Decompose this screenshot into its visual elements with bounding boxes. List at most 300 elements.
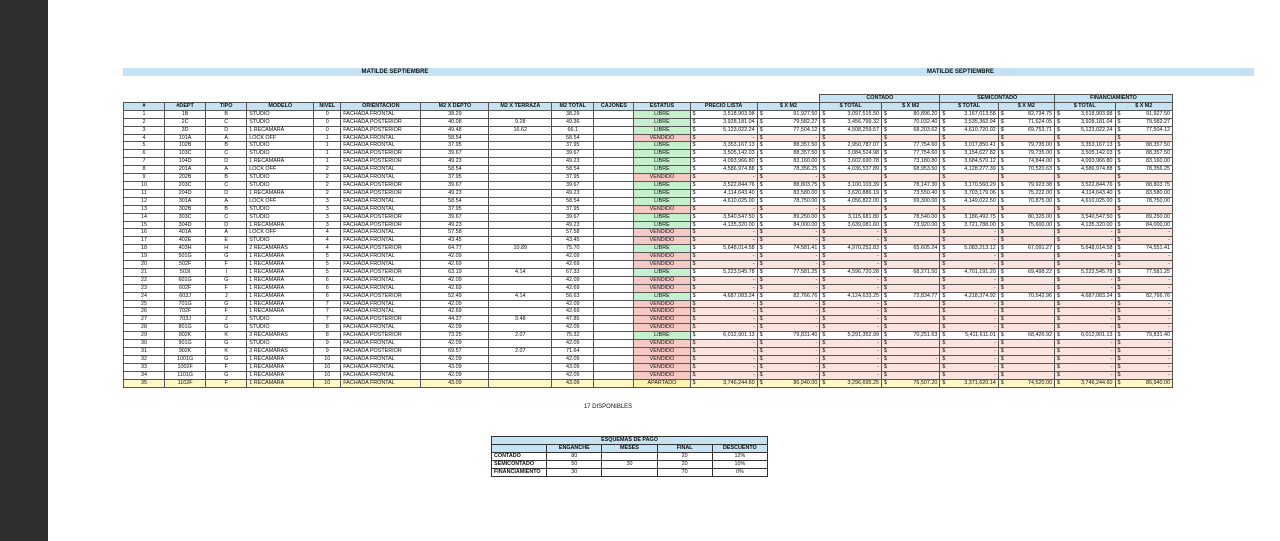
table-cell: 204D [165,189,206,197]
column-header: $ TOTAL [940,102,998,110]
money-value: 3,154,627.82 [964,150,996,157]
money-value: 3,518,903.98 [1081,110,1113,117]
table-cell: 1 RECAMARA [247,221,314,229]
currency-symbol: $ [1056,118,1060,125]
money-cell [881,126,939,134]
currency-symbol: $ [942,174,946,181]
currency-symbol: $ [1056,316,1060,323]
table-cell [489,150,552,158]
money-cell [1115,371,1172,379]
table-cell: 3D [165,126,206,134]
money-cell [1054,229,1115,237]
money-value: - [752,261,755,268]
currency-symbol: $ [942,379,946,386]
money-value: - [993,237,996,244]
group-semicontado: SEMICONTADO [940,95,1055,103]
money-cell [757,355,820,363]
table-cell: 43.45 [421,237,489,245]
money-value: - [993,340,996,347]
column-header: PRECIO LISTA [690,102,757,110]
money-value: 89,250.00 [793,213,818,220]
money-cell [1054,197,1115,205]
money-cell [690,237,757,245]
currency-symbol: $ [1056,237,1060,244]
table-cell: I [206,268,247,276]
money-cell [1054,300,1115,308]
table-cell: 49.23 [552,189,594,197]
money-cell [1115,284,1172,292]
currency-symbol: $ [1117,308,1121,315]
table-cell: 5 [124,142,165,150]
money-value: 4,596,720.28 [847,268,879,275]
table-cell: 16.62 [489,126,552,134]
currency-symbol: $ [822,332,826,339]
table-cell: 1101G [165,371,206,379]
table-row [124,118,1173,126]
currency-symbol: $ [883,237,887,244]
status-cell: VENDIDO [634,308,690,316]
money-cell [940,150,998,158]
money-value: - [1110,355,1113,362]
table-cell: E [206,237,247,245]
money-cell [690,308,757,316]
table-cell: 42.69 [552,284,594,292]
money-cell [820,308,882,316]
money-value: - [877,237,879,244]
table-cell: 42.09 [421,300,489,308]
money-value: 78,750.00 [1146,197,1170,204]
money-cell [998,213,1054,221]
currency-symbol: $ [822,229,826,236]
money-cell [1054,276,1115,284]
table-cell: FACHADA FRONTAL [341,142,421,150]
table-cell: 8 [314,324,341,332]
money-value: - [993,276,996,283]
money-cell [820,237,882,245]
table-cell: FACHADA POSTERIOR [341,245,421,253]
table-cell: 1 RECAMARA [247,363,314,371]
money-value: - [1168,340,1170,347]
currency-symbol: $ [883,197,887,204]
currency-symbol: $ [1056,379,1060,386]
money-value: - [1110,261,1113,268]
money-value: 6,012,901.13 [1081,332,1113,339]
money-cell [757,292,820,300]
money-cell [820,166,882,174]
money-value: 69,753.71 [1027,126,1052,133]
table-cell: 3 [314,205,341,213]
table-cell: 2.07 [489,332,552,340]
currency-symbol: $ [1056,134,1060,141]
money-value: 67,091.27 [1027,245,1052,252]
currency-symbol: $ [692,300,696,307]
currency-symbol: $ [1056,126,1060,133]
table-cell [489,300,552,308]
money-cell [881,292,939,300]
table-cell: FACHADA FRONTAL [341,166,421,174]
money-cell [757,126,820,134]
money-cell [757,142,820,150]
table-cell: FACHADA FRONTAL [341,237,421,245]
money-cell [881,166,939,174]
money-cell [998,340,1054,348]
currency-symbol: $ [1000,237,1004,244]
money-value: - [1168,237,1170,244]
table-cell: FACHADA FRONTAL [341,340,421,348]
table-cell [594,261,634,269]
table-cell: 1 RECAMARA [247,300,314,308]
money-value: - [752,276,755,283]
table-cell: FACHADA FRONTAL [341,134,421,142]
money-cell [998,371,1054,379]
table-cell: G [206,340,247,348]
money-value: - [815,355,818,362]
money-cell [757,261,820,269]
payment-value: 70 [657,469,712,477]
money-cell [690,379,757,387]
table-cell: 9 [314,348,341,356]
currency-symbol: $ [883,213,887,220]
currency-symbol: $ [883,268,887,275]
table-cell [489,371,552,379]
column-header: M2 TOTAL [552,102,594,110]
status-cell: VENDIDO [634,324,690,332]
currency-symbol: $ [883,205,887,212]
table-cell: 10 [314,379,341,387]
money-value: 79,831.40 [1146,332,1170,339]
currency-symbol: $ [759,237,763,244]
money-cell [940,292,998,300]
currency-symbol: $ [883,126,887,133]
table-cell: 18 [124,245,165,253]
money-value: 83,160.00 [793,158,818,165]
currency-symbol: $ [1117,142,1121,149]
money-cell [940,110,998,118]
table-cell: 37.95 [421,142,489,150]
currency-symbol: $ [1000,300,1004,307]
money-cell [940,324,998,332]
money-cell [757,221,820,229]
money-value: 4,687,083.24 [723,292,755,299]
currency-symbol: $ [822,261,826,268]
money-value: 77,754.60 [913,142,938,149]
money-value: 88,803.75 [793,181,818,188]
table-cell: 2 [314,181,341,189]
payment-scheme-label: SEMICONTADO [492,461,547,469]
money-value: - [815,253,818,260]
money-value: 79,923.38 [1027,181,1052,188]
table-cell: 26 [124,308,165,316]
table-cell: 402E [165,237,206,245]
money-cell [1054,371,1115,379]
currency-symbol: $ [883,308,887,315]
money-cell [881,284,939,292]
table-cell [594,371,634,379]
currency-symbol: $ [1000,142,1004,149]
table-cell: 24 [124,292,165,300]
money-value: - [815,308,818,315]
money-cell [881,316,939,324]
payment-header-row [492,445,768,453]
currency-symbol: $ [1056,355,1060,362]
table-cell [594,181,634,189]
table-row [124,332,1173,340]
status-cell: VENDIDO [634,276,690,284]
table-cell [594,118,634,126]
money-value: 88,357.50 [1146,142,1170,149]
payment-value: 10% [712,461,767,469]
table-cell: 1 [314,142,341,150]
money-value: 76,507.20 [913,379,938,386]
table-row [124,316,1173,324]
money-value: - [877,348,879,354]
money-value: - [877,324,879,331]
money-cell [757,268,820,276]
table-cell: D [206,158,247,166]
money-cell [998,253,1054,261]
currency-symbol: $ [1000,213,1004,220]
table-cell: 28 [124,324,165,332]
money-value: 3,017,850.41 [964,142,996,149]
money-cell [998,150,1054,158]
money-cell [881,276,939,284]
money-cell [881,245,939,253]
currency-symbol: $ [1000,166,1004,173]
currency-symbol: $ [942,316,946,323]
money-value: 77,504.12 [1146,126,1170,133]
currency-symbol: $ [822,150,826,157]
money-value: 70,520.63 [1027,166,1052,173]
column-header: $ X M2 [998,102,1054,110]
money-value: - [815,284,818,291]
money-cell [1054,324,1115,332]
money-value: - [993,300,996,307]
table-cell: FACHADA POSTERIOR [341,126,421,134]
table-cell [594,142,634,150]
table-cell: 35 [124,379,165,387]
table-cell: FACHADA POSTERIOR [341,268,421,276]
money-value: 3,505,142.03 [723,150,755,157]
table-cell: 0 [314,126,341,134]
money-value: 4,114,643.40 [723,189,755,196]
table-row [124,189,1173,197]
money-cell [757,158,820,166]
table-cell: 701G [165,300,206,308]
table-cell: 2 [314,166,341,174]
column-header: $ TOTAL [1054,102,1115,110]
table-cell: J [206,316,247,324]
table-cell [594,300,634,308]
money-value: - [815,324,818,331]
currency-symbol: $ [692,229,696,236]
table-cell: 16 [124,229,165,237]
money-cell [998,181,1054,189]
column-header: $ X M2 [1115,102,1172,110]
table-row [124,110,1173,118]
currency-symbol: $ [692,205,696,212]
table-row [124,181,1173,189]
money-value: - [1168,229,1170,236]
money-value: 88,357.50 [793,142,818,149]
money-cell [998,142,1054,150]
money-cell [757,237,820,245]
money-cell [757,332,820,340]
money-value: - [815,134,818,141]
table-cell: 58.54 [421,197,489,205]
currency-symbol: $ [1056,348,1060,354]
status-cell: LIBRE [634,181,690,189]
table-row [124,292,1173,300]
money-cell [1054,237,1115,245]
table-row [124,340,1173,348]
money-value: - [993,229,996,236]
currency-symbol: $ [883,134,887,141]
currency-symbol: $ [692,348,696,354]
left-sidebar [0,0,48,541]
money-cell [1054,316,1115,324]
money-cell [1054,158,1115,166]
currency-symbol: $ [692,134,696,141]
money-value: - [877,300,879,307]
payment-value [602,469,657,477]
table-cell: 43.09 [552,363,594,371]
status-cell: LIBRE [634,158,690,166]
money-cell [940,237,998,245]
currency-symbol: $ [759,197,763,204]
table-cell: C [206,118,247,126]
currency-symbol: $ [759,245,763,252]
money-cell [1115,355,1172,363]
table-cell: 1 [314,158,341,166]
table-cell: 503I [165,268,206,276]
table-cell: FACHADA FRONTAL [341,324,421,332]
money-value: 5,648,014.58 [1081,245,1113,252]
currency-symbol: $ [883,245,887,252]
table-cell [489,261,552,269]
money-cell [881,189,939,197]
money-cell [881,174,939,182]
currency-symbol: $ [759,379,763,386]
table-cell [489,158,552,166]
table-cell: 10 [314,363,341,371]
money-cell [820,181,882,189]
money-value: 3,540,547.50 [723,213,755,220]
currency-symbol: $ [692,245,696,252]
currency-symbol: $ [692,284,696,291]
currency-symbol: $ [759,355,763,362]
money-cell [1054,150,1115,158]
currency-symbol: $ [759,150,763,157]
table-cell [489,324,552,332]
status-cell: LIBRE [634,332,690,340]
currency-symbol: $ [759,181,763,188]
currency-symbol: $ [692,371,696,378]
money-value: - [993,371,996,378]
table-cell: 1 [314,134,341,142]
money-value: 73,180.80 [913,158,938,165]
table-row [124,126,1173,134]
money-value: - [1168,371,1170,378]
table-cell: FACHADA FRONTAL [341,363,421,371]
table-cell: 6 [314,276,341,284]
table-cell: 2C [165,118,206,126]
table-row [124,253,1173,261]
currency-symbol: $ [942,134,946,141]
table-cell: 1 RECAMARA [247,126,314,134]
table-cell [594,189,634,197]
table-cell [594,221,634,229]
table-cell: C [206,213,247,221]
money-value: - [877,261,879,268]
money-cell [690,363,757,371]
table-cell: STUDIO [247,316,314,324]
currency-symbol: $ [1056,181,1060,188]
money-cell [1115,308,1172,316]
currency-symbol: $ [822,166,826,173]
table-cell: 4 [314,245,341,253]
money-value: - [1168,300,1170,307]
money-value: 88,357.50 [793,150,818,157]
table-cell: G [206,276,247,284]
disponibles-count: 17 DISPONIBLES [583,404,633,410]
currency-symbol: $ [692,166,696,173]
money-value: 75,600.00 [1027,221,1052,228]
money-value: 80,325.00 [1027,213,1052,220]
table-cell: 3 [314,221,341,229]
table-cell: 42.09 [552,300,594,308]
table-cell: A [206,197,247,205]
money-value: - [815,174,818,181]
table-cell: 56.63 [552,292,594,300]
money-cell [940,158,998,166]
money-cell [881,110,939,118]
currency-symbol: $ [692,174,696,181]
table-cell: 1 [314,150,341,158]
currency-symbol: $ [883,229,887,236]
table-cell [489,213,552,221]
money-cell [940,284,998,292]
table-cell: 37.95 [552,142,594,150]
table-row [124,355,1173,363]
table-cell [594,158,634,166]
money-value: 3,639,081.60 [847,221,879,228]
money-value: - [993,348,996,354]
money-value: 3,684,570.12 [964,158,996,165]
money-value: - [815,276,818,283]
money-cell [881,181,939,189]
table-cell: G [206,253,247,261]
currency-symbol: $ [759,324,763,331]
status-cell: VENDIDO [634,316,690,324]
table-cell: 1 RECAMARA [247,276,314,284]
table-cell: 1 [124,110,165,118]
table-cell: 52.49 [421,292,489,300]
table-row [124,229,1173,237]
table-cell: FACHADA POSTERIOR [341,221,421,229]
table-cell: 39.67 [421,181,489,189]
money-cell [1054,174,1115,182]
money-value: - [877,340,879,347]
money-cell [1115,221,1172,229]
table-cell [594,126,634,134]
table-cell: 7 [314,316,341,324]
table-cell: 66.1 [552,126,594,134]
table-cell: 29 [124,332,165,340]
table-cell: LOCK OFF [247,166,314,174]
money-value: 91,927.50 [1146,110,1170,117]
currency-symbol: $ [1056,158,1060,165]
currency-symbol: $ [759,166,763,173]
